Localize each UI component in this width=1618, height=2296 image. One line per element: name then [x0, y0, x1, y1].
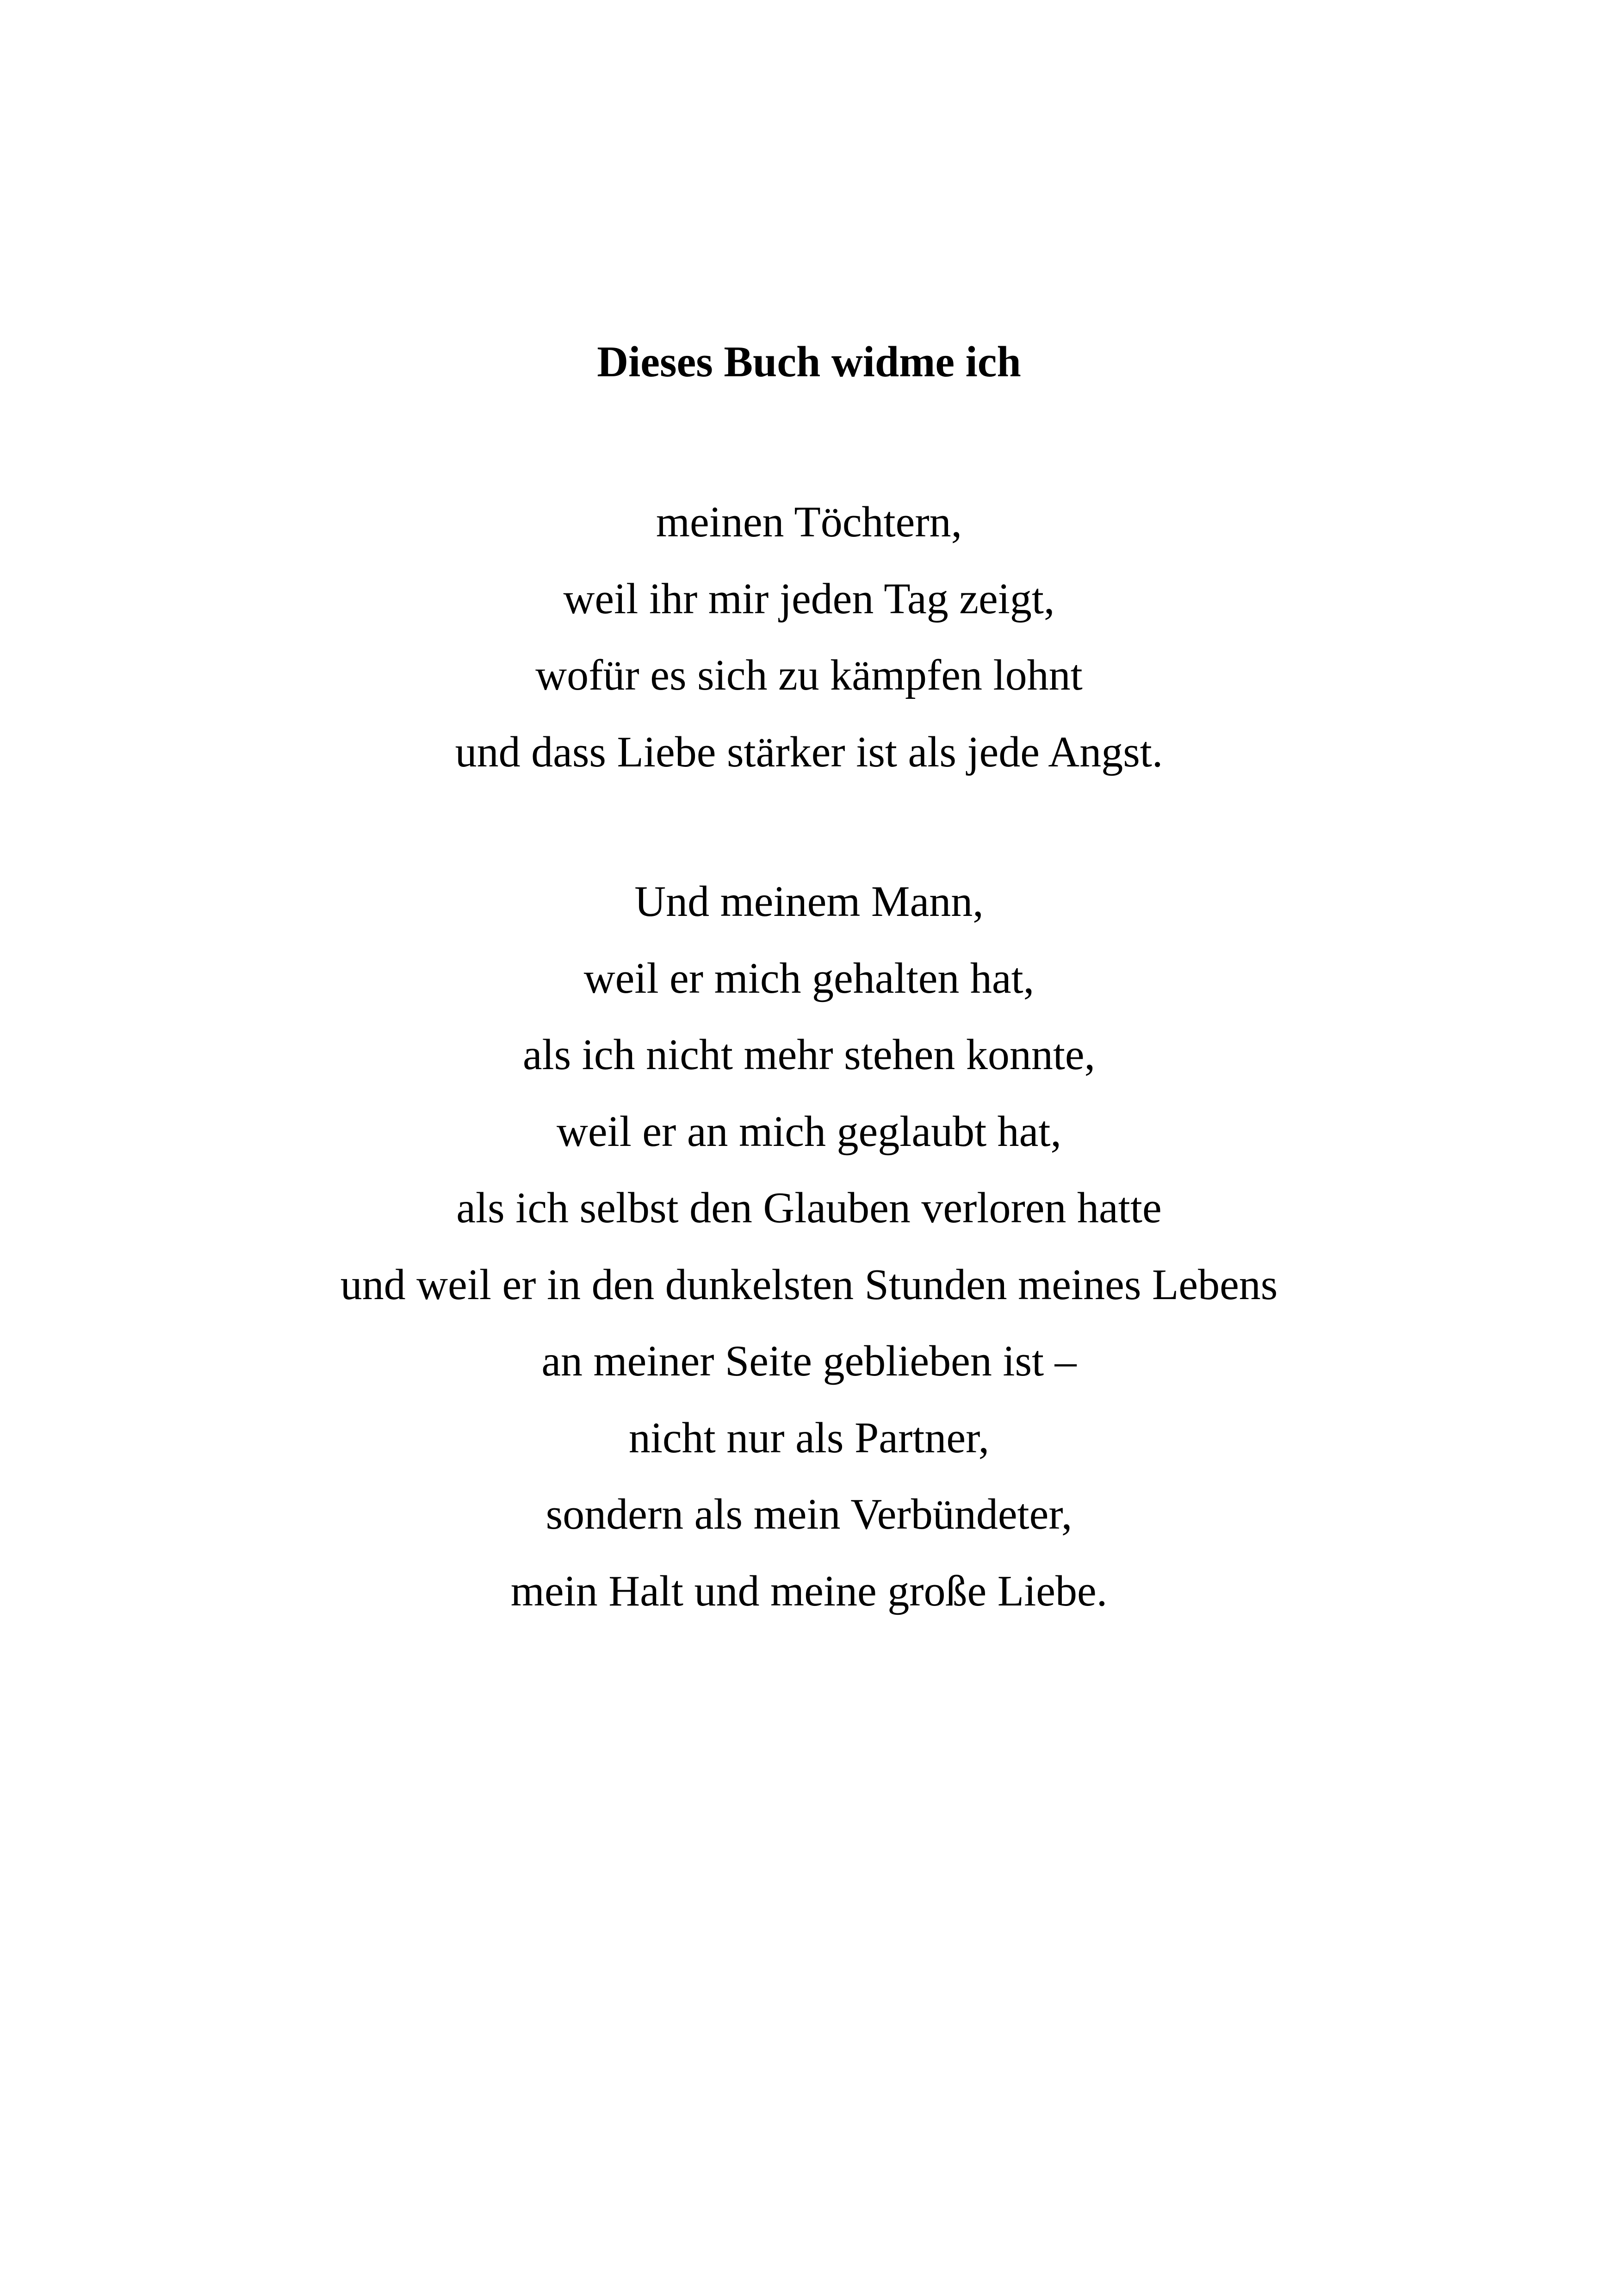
stanza-line: als ich selbst den Glauben verloren hatte	[456, 1184, 1162, 1232]
stanza-line: und dass Liebe stärker ist als jede Angst.	[455, 728, 1163, 776]
stanza-line: wofür es sich zu kämpfen lohnt	[535, 651, 1083, 699]
stanza-line: nicht nur als Partner,	[628, 1413, 990, 1462]
stanza-line: weil er an mich geglaubt hat,	[556, 1107, 1062, 1156]
stanza-line: an meiner Seite geblieben ist –	[541, 1337, 1077, 1385]
stanza-line: als ich nicht mehr stehen konnte,	[522, 1031, 1096, 1079]
dedication-heading: Dieses Buch widme ich	[597, 338, 1021, 386]
stanza-line: meinen Töchtern,	[656, 498, 962, 546]
stanza-line: und weil er in den dunkelsten Stunden meines Lebens	[340, 1260, 1278, 1309]
stanza-line: sondern als mein Verbündeter,	[546, 1490, 1072, 1538]
stanza-line: weil er mich gehalten hat,	[583, 954, 1035, 1002]
stanza-line: Und meinem Mann,	[634, 877, 984, 926]
stanza-line: mein Halt und meine große Liebe.	[510, 1567, 1108, 1615]
stanza-line: weil ihr mir jeden Tag zeigt,	[563, 574, 1055, 623]
dedication-stanza-daughters	[0, 484, 1618, 790]
dedication-stanza-husband	[0, 864, 1618, 1630]
